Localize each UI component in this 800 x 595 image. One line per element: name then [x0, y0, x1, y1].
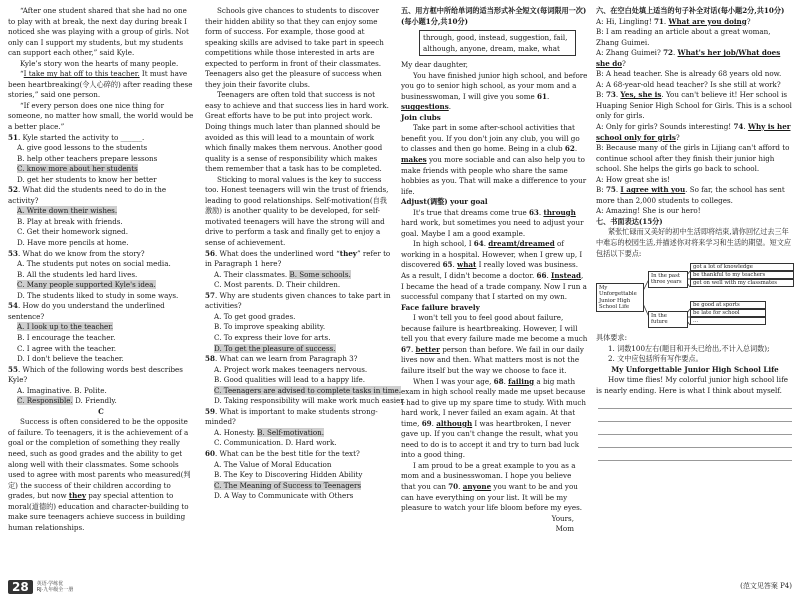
question [205, 291, 393, 312]
column-1 [8, 6, 194, 533]
section-heading [596, 217, 794, 228]
writing-line[interactable] [598, 422, 792, 435]
signature [401, 524, 588, 535]
text-run: A. The Value of Moral Education [214, 459, 332, 469]
text-run: B: I am reading an article about a great woman, Zhang Guimei. [596, 27, 771, 47]
text-run: Success is often considered to be the opposite of failure. To teenagers, it is the achievement of a goal or the completion of something they really need, such as good grades and the ability to get along well with their classmates. Some schools used to agree with most parents who measured(判定) the success of their children according to grades, but now [8, 417, 191, 501]
paragraph [401, 239, 588, 302]
text-run: B. To improve speaking ability. [214, 322, 326, 332]
page-number: 28 [8, 580, 33, 594]
text-run: B. Play at break with friends. [17, 216, 123, 226]
section-heading [401, 6, 588, 27]
option [8, 354, 194, 365]
mind-map-future-item: be good at sports [690, 301, 766, 309]
paragraph [401, 123, 588, 197]
text-run: pay special attention to moral(道德的) education and character-building to make sure teenagers achieve success in building human relationships. [8, 491, 189, 532]
option [8, 164, 194, 175]
text-run: “After one student shared that she had no one to play with at break, the next day during break I noticed she was playing with a group of girls. Not only can I support my students, but my students can support each other,” said Kyle. [8, 6, 189, 58]
text-run: 51 [8, 132, 18, 142]
text-run: . Which of the following words best describes Kyle? [8, 364, 183, 385]
text-run: A: How great she is! [596, 174, 670, 184]
text-run: Yours, [551, 513, 574, 523]
paragraph [596, 375, 794, 396]
writing-line[interactable] [598, 435, 792, 448]
paragraph [596, 206, 794, 217]
text-run: C. To express their love for arts. [214, 332, 331, 342]
text-run: D. The students liked to study in some ways. [17, 290, 179, 300]
text-run: How time flies! My colorful junior high school life is nearly ending. Here is what I think about myself. [596, 375, 788, 395]
paragraph [8, 101, 194, 133]
text-run: 六、在空白处填上适当的句子补全对话(每小题2分,共10分) [596, 6, 785, 15]
answer-fill: suggestions [401, 102, 449, 112]
option [8, 291, 194, 302]
text-run: C. Most parents. D. Their children. [214, 280, 341, 290]
text-run: Mom [555, 524, 574, 534]
text-run: . [448, 102, 452, 112]
section-label [596, 365, 794, 376]
text-run: hard work, but sometimes you need to adjust your goal. Maybe I am a good example. [401, 218, 584, 238]
text-run: B: [596, 185, 606, 195]
text-run: , I became the head of a trade company. Now I run a successful company that I started on my own. [401, 271, 587, 302]
option [205, 312, 393, 323]
text-run: I am proud to be a great example to you as a mom and a businesswoman. I hope you believe that you can [401, 460, 576, 491]
option [8, 270, 194, 281]
answer-fill: although [436, 418, 473, 428]
answer-fill: they [68, 491, 87, 501]
option [8, 175, 194, 186]
highlighted-answer: C. know more about her students [17, 164, 138, 174]
text-run: . [673, 48, 678, 58]
option [8, 344, 194, 355]
option [8, 259, 194, 270]
option [205, 385, 402, 397]
text-run: Take part in some after-school activities that benefit you. If you don't join any club, you will go to classes and then go home. Being in a club [401, 123, 580, 154]
highlighted-answer: C. Teenagers are advised to complete tasks in time. [214, 385, 402, 395]
text-run: A. Project work makes teenagers nervous. [214, 364, 368, 374]
text-run: of working in a hospital. However, when I grew up, I discovered [401, 239, 583, 270]
option [205, 438, 393, 449]
option [205, 428, 393, 439]
text-run: . What does the underlined word “ [214, 248, 340, 258]
text-run: Face failure bravely [401, 302, 480, 312]
text-run: D. Friendly. [72, 396, 117, 406]
paragraph [205, 175, 393, 249]
text-run: C. Get their homework signed. [17, 227, 128, 237]
paragraph [596, 90, 794, 122]
text-run: A: A 68-year-old head teacher? Is she still at work? [596, 79, 781, 89]
mind-map-past: In the past three years [648, 271, 688, 288]
text-run: 68 [493, 376, 504, 386]
text-run: . [452, 260, 458, 270]
paragraph [8, 417, 194, 533]
text-run: 73 [605, 90, 616, 100]
paragraph [596, 333, 794, 344]
text-run: D. A Way to Communicate with Others [214, 491, 354, 501]
option [205, 491, 393, 502]
text-run: they [339, 248, 357, 258]
text-run: 69 [421, 418, 432, 428]
text-run: 60 [205, 448, 215, 458]
text-run: through, good, instead, suggestion, fail, although, anyone, dream, make, what [423, 33, 568, 54]
text-run: 七、书面表达(15分) [596, 216, 663, 226]
text-run: B: [596, 90, 606, 100]
text-run: Schools give chances to students to discover their hidden ability so that they can enjoy some form of success. For example, those good at speaking skills are advised to take part in speech competitions while those interested in arts are expected to perform in front of their classmates. Teenagers also get the pleasure of success when they join their favorite clubs. [205, 6, 384, 89]
section-heading [401, 113, 588, 124]
paragraph [205, 90, 393, 174]
text-run: “If every person does one nice thing for someone, no matter how small, the world would be a better place.” [8, 100, 194, 132]
question [205, 449, 393, 460]
question [205, 407, 393, 428]
mind-map-past-item: get on well with my classmates [690, 279, 794, 287]
text-run: A. give good lessons to the students [17, 143, 148, 153]
answer-fill: Instead [551, 271, 582, 281]
text-run: 56 [205, 248, 215, 258]
text-run: 72 [663, 48, 673, 58]
text-run: . [574, 144, 578, 154]
option [8, 322, 194, 333]
text-run: 65 [442, 260, 453, 270]
highlighted-answer: A. I look up to the teacher. [17, 322, 114, 332]
question [8, 301, 194, 322]
option [205, 481, 393, 492]
mind-map-past-item: got a lot of knowledge [690, 263, 794, 271]
paragraph [205, 6, 393, 90]
text-run: 55 [8, 364, 18, 374]
text-run: . [431, 418, 437, 428]
text-run: 57 [205, 290, 215, 300]
text-run: A: Zhang Guimei? [596, 48, 664, 58]
text-run: C. I agree with the teacher. [17, 343, 116, 353]
text-run: . What is important to make students strong-minded? [205, 406, 378, 427]
paragraph [8, 69, 194, 101]
text-run: person than before. We fail in our daily lives now and then. What matters most is not the failure itself but the way we choose to face it. [401, 344, 584, 375]
text-run: . What can we learn from Paragraph 3? [214, 354, 358, 364]
text-run: you want to be and you can have everything on your list. It will be my pleasure to watch your life bloom before my eyes. [401, 481, 583, 513]
text-run: 53 [8, 248, 18, 258]
text-run: Teenagers are often told that success is not easy to achieve and that success lies in hard work. Great efforts have to be put into project work. Doing things much later than planned should be avoided as this will lead to a mountain of work which finally makes them nervous. Another good quality is a sense of responsibility which makes them remember that a task has to be completed. [205, 90, 389, 174]
option [205, 375, 393, 386]
answer-fill: through [543, 207, 576, 217]
option [8, 396, 194, 407]
question [8, 249, 194, 260]
paragraph [596, 122, 794, 143]
paragraph [596, 344, 794, 355]
text-run: . Why are students given chances to take part in activities? [205, 290, 391, 311]
text-run: ? [675, 132, 680, 142]
text-run: It's true that dreams come true [413, 207, 529, 217]
text-run: A. To get good grades. [214, 311, 296, 321]
question [205, 249, 393, 270]
text-run: 67 [401, 344, 411, 354]
column-4 [596, 6, 794, 461]
text-run: ” refer to in Paragraph 1 here? [205, 248, 391, 269]
text-run: A: Amazing! She is our hero! [596, 206, 701, 216]
paragraph [401, 313, 588, 376]
text-run: . What can be the best title for the text? [214, 448, 360, 458]
answer-fill: What's her job/What does she do [596, 48, 781, 68]
highlighted-answer: C. The Meaning of Success to Teenagers [214, 480, 362, 490]
paragraph [401, 208, 588, 240]
text-run: Kyle’s story won the hearts of many people. [20, 58, 179, 68]
mind-map-future: In the future [648, 311, 688, 328]
highlighted-answer: B. Some schools. [289, 269, 351, 279]
question [8, 133, 194, 144]
paragraph [596, 227, 794, 259]
text-run: “ [20, 69, 24, 79]
word-box [419, 30, 576, 56]
option [8, 143, 194, 154]
text-run: C. Communication. D. Hard work. [214, 438, 337, 448]
text-run: B. All the students led hard lives. [17, 269, 138, 279]
text-run: B. I encourage the teacher. [17, 332, 116, 342]
paragraph [8, 6, 194, 59]
option [8, 217, 194, 228]
answer-fill: I agree with you [620, 185, 686, 195]
section-heading [401, 303, 588, 314]
highlighted-answer: C. Many people supported Kyle's idea. [17, 280, 156, 290]
text-run: 紧张忙碌而又美好的初中生活即将结束,请你回忆过去三年中难忘的校园生活,并描述你对将来学习和生活的期望。短文应包括以下要点: [596, 227, 792, 258]
highlighted-answer: D. To get the pleasure of success. [214, 343, 336, 353]
option [8, 238, 194, 249]
text-run: D. I don't believe the teacher. [17, 354, 124, 364]
text-run: B. Good qualities will lead to a happy life. [214, 375, 366, 385]
text-run: A: Hi, Lingling! [596, 16, 654, 26]
section-heading [401, 197, 588, 208]
paragraph [401, 60, 588, 71]
text-run: 59 [205, 406, 215, 416]
text-run: A. Imaginative. B. Polite. [17, 385, 107, 395]
text-run: A. Honesty. [214, 427, 258, 437]
text-run: A: Only for girls? Sounds interesting! [596, 122, 734, 132]
answer-fill: better [415, 344, 440, 354]
text-run: Adjust(调整) your goal [401, 197, 488, 207]
highlighted-answer: B. Self-motivation. [257, 427, 325, 437]
text-run: B. The Key to Discovering Hidden Ability [214, 470, 363, 480]
text-run: . Kyle started the activity to ______. [17, 132, 145, 142]
answer-fill: What are you doing [668, 16, 747, 26]
question [8, 185, 194, 206]
text-run: . [458, 481, 463, 491]
writing-line[interactable] [598, 409, 792, 422]
footer-logo [37, 581, 74, 593]
text-run: . [615, 90, 621, 100]
text-run: 54 [8, 301, 18, 311]
answer-fill: what [457, 260, 477, 270]
column-3 [401, 6, 588, 535]
paragraph [401, 461, 588, 514]
text-run: 71 [653, 16, 664, 26]
answer-fill: dreamt/dreamed [488, 239, 555, 249]
text-run: B: A head teacher. She is already 68 years old now. [596, 69, 782, 79]
text-run: I really loved was business. As a result, I didn't become a doctor. [401, 260, 578, 281]
text-run: . [538, 207, 544, 217]
signature [401, 514, 588, 525]
text-run: My dear daughter, [401, 60, 468, 70]
option [205, 333, 393, 344]
text-run: 58 [205, 354, 215, 364]
text-run: . [743, 122, 748, 132]
paragraph [596, 48, 794, 69]
paragraph [596, 69, 794, 80]
text-run: . [615, 185, 621, 195]
option [8, 227, 194, 238]
paragraph [596, 17, 794, 28]
text-run: A. Their classmates. [214, 269, 290, 279]
text-run: I won't tell you to feel good about failure, because failure is heartbreaking. However, I will tell you that every failure made me become a much [401, 313, 588, 344]
paragraph [596, 185, 794, 206]
mind-map-past-item: be thankful to my teachers [690, 271, 794, 279]
question [8, 365, 194, 386]
text-run: . You can't believe it! Her school is Huaping Senior High School for Girls. This is a school only for girls. [596, 90, 792, 121]
text-run: C [98, 406, 104, 416]
text-run: It must have been heartbreaking(令人心碎的) after reading these stories,” said one person. [8, 69, 193, 100]
text-run: I was heartbroken, I never gave up. If you can't change the result, what you need to do is to accept it and try to turn bad luck into a good thing. [401, 418, 580, 460]
answer-fill: Why is her school only for girls [596, 122, 791, 142]
text-run: . What do we know from the story? [17, 248, 145, 258]
section-label [8, 407, 194, 418]
option [8, 206, 194, 217]
option [8, 280, 194, 291]
option [8, 154, 194, 165]
paragraph [596, 80, 794, 91]
answer-fill: anyone [462, 481, 492, 491]
answer-fill: failing [508, 376, 535, 386]
text-run: 五、用方框中所给单词的适当形式补全短文(每词限用一次)(每小题1分,共10分) [401, 6, 587, 26]
text-run: 63 [528, 207, 539, 217]
highlighted-answer: C. Responsible. [17, 396, 73, 406]
text-run: you more sociable and can also help you to make friends with people who share the same hobbies as you. That will make a difference to your life. [401, 155, 587, 196]
text-run: 61 [537, 91, 547, 101]
text-run: You have finished junior high school, and before you go to senior high school, as your mom and a businesswoman, I will give you some [401, 70, 588, 101]
text-run: 74 [733, 122, 744, 132]
mind-map [596, 261, 794, 331]
option [205, 365, 393, 376]
text-run: . [546, 91, 550, 101]
paragraph [401, 377, 588, 461]
paragraph [401, 71, 588, 113]
text-run: . What did the students need to do in the activity? [8, 185, 167, 205]
text-run: 64 [473, 239, 484, 249]
footer-logo-line-1: 英语·学练优 [36, 581, 64, 587]
answer-fill: Yes, she is [620, 90, 662, 100]
option [8, 386, 194, 397]
text-run: When I was your age, [413, 376, 494, 386]
answer-fill: I take my hat off to this teacher. [23, 69, 140, 79]
text-run: B. help other teachers prepare lessons [17, 153, 158, 163]
text-run: ? [746, 16, 751, 26]
text-run: . [546, 271, 552, 281]
paragraph [596, 27, 794, 48]
writing-line[interactable] [598, 396, 792, 409]
text-run: A. The students put notes on social media. [17, 259, 171, 269]
answer-reference: (范文见答案 P4) [740, 582, 792, 590]
text-run: . How do you understand the underlined sentence? [8, 301, 165, 321]
text-run: D. Have more pencils at home. [17, 238, 129, 248]
text-run: . [663, 16, 669, 26]
text-run: a big math exam in high school really made me upset because I had to give up my spare time to study. With much hard work, I never failed an exam again. At that time, [401, 376, 586, 428]
footer-logo-line-2: RJ·九年级全一册 [36, 587, 74, 593]
option [205, 470, 393, 481]
mind-map-future-item: ... [690, 317, 766, 325]
text-run: B: Because many of the girls in Lijiang can't afford to continue school after they finish their junior high school. She helps the girls go back to school. [596, 143, 790, 174]
text-run: D. get her students to know her better [17, 174, 157, 184]
text-run: . [503, 376, 509, 386]
text-run: My Unforgettable Junior High School Life [611, 364, 779, 374]
option [205, 322, 393, 333]
text-run: 66 [536, 271, 547, 281]
text-run: Sticking to moral values is the key to success too. Honest teenagers will win the trust of friends, leading to good relationships. Self-motivation(自我激励) is another quality to be developed, for self-motivated teenagers will have the strong will and drive to perform a task and finally get to enjoy a sense of achievement. [205, 174, 389, 248]
text-run: 1. 词数100左右(题目和开头已给出,不计入总词数); [608, 343, 770, 353]
text-run: 62 [564, 144, 575, 154]
mind-map-future-item: be late for school [690, 309, 766, 317]
option [8, 333, 194, 344]
answer-fill: makes [401, 155, 427, 165]
mind-map-center: My Unforgettable Junior High School Life [596, 283, 644, 312]
page-footer [8, 580, 73, 594]
text-run: Join clubs [401, 112, 441, 122]
text-run: . So far, the school has sent more than 2,000 students to colleges. [596, 185, 785, 205]
question [205, 354, 393, 365]
paragraph [596, 175, 794, 186]
option [205, 396, 406, 407]
text-run: ? [622, 58, 626, 68]
text-run: . [483, 239, 489, 249]
option [205, 270, 393, 281]
text-run: 具体要求: [596, 333, 627, 343]
section-heading [596, 6, 794, 17]
option [205, 344, 393, 355]
option [205, 460, 393, 471]
paragraph [8, 59, 194, 70]
text-run: . [410, 344, 416, 354]
paragraph [596, 354, 794, 365]
writing-line[interactable] [598, 448, 792, 461]
text-run: 70 [448, 481, 459, 491]
option [205, 280, 393, 291]
highlighted-answer: A. Write down their wishes. [17, 206, 118, 216]
text-run: In high school, I [413, 239, 474, 249]
text-run: 75 [605, 185, 616, 195]
text-run: 2. 文中应包括所有写作要点。 [608, 354, 703, 364]
paragraph [596, 143, 794, 175]
text-run: 52 [8, 185, 18, 195]
text-run: D. Taking responsibility will make work much easier. [214, 396, 406, 406]
